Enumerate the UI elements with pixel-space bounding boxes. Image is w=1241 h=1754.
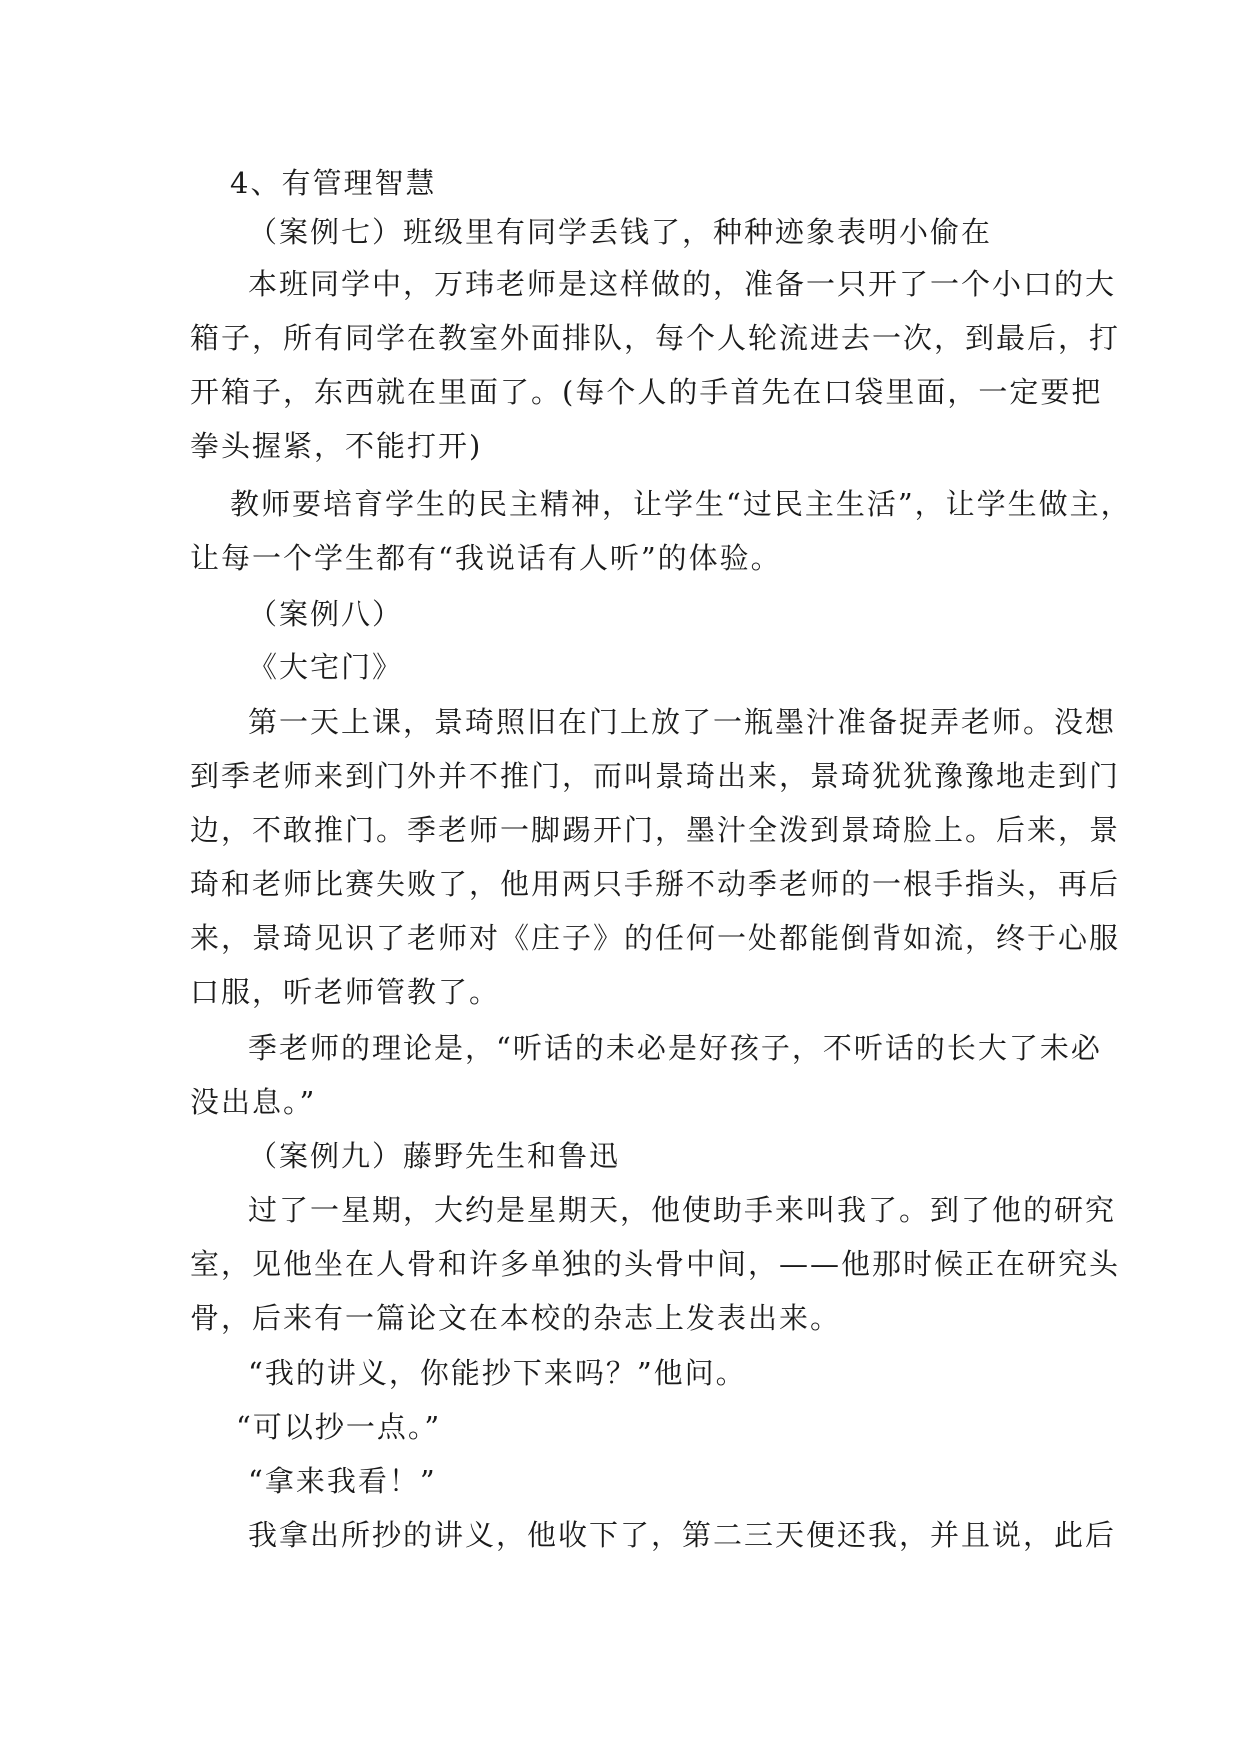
paragraph-line: 我拿出所抄的讲义，他收下了，第二三天便还我，并且说，此后 <box>248 1518 1117 1552</box>
dialogue-line: “我的讲义，你能抄下来吗？”他问。 <box>248 1356 747 1390</box>
case-eight-title: （案例八） <box>248 597 404 631</box>
paragraph-line: 没出息。” <box>190 1085 317 1119</box>
paragraph-line: 箱子，所有同学在教室外面排队，每个人轮流进去一次，到最后，打 <box>190 321 1121 355</box>
paragraph-line: 口服，听老师管教了。 <box>190 975 501 1009</box>
paragraph-line: 边，不敢推门。季老师一脚踢开门，墨汁全泼到景琦脸上。后来，景 <box>190 813 1121 847</box>
paragraph-line: 来，景琦见识了老师对《庄子》的任何一处都能倒背如流，终于心服 <box>190 921 1121 955</box>
paragraph-line: 开箱子，东西就在里面了。(每个人的手首先在口袋里面，一定要把 <box>190 375 1103 409</box>
case-seven-title: （案例七）班级里有同学丢钱了，种种迹象表明小偷在 <box>248 215 993 249</box>
paragraph-line: 让每一个学生都有“我说话有人听”的体验。 <box>190 541 782 575</box>
paragraph-line: 第一天上课，景琦照旧在门上放了一瓶墨汁准备捉弄老师。没想 <box>248 705 1117 739</box>
paragraph-line: 琦和老师比赛失败了，他用两只手掰不动季老师的一根手指头，再后 <box>190 867 1121 901</box>
book-title: 《大宅门》 <box>248 650 404 684</box>
paragraph-line: 室，见他坐在人骨和许多单独的头骨中间，——他那时候正在研究头 <box>190 1247 1121 1281</box>
paragraph-line: 季老师的理论是，“听话的未必是好孩子，不听话的长大了未必 <box>248 1031 1102 1065</box>
paragraph-line: 教师要培育学生的民主精神，让学生“过民主生活”，让学生做主， <box>230 487 1132 521</box>
paragraph-line: 到季老师来到门外并不推门，而叫景琦出来，景琦犹犹豫豫地走到门 <box>190 759 1121 793</box>
dialogue-line: “拿来我看！” <box>248 1464 437 1498</box>
paragraph-line: 过了一星期，大约是星期天，他使助手来叫我了。到了他的研究 <box>248 1193 1117 1227</box>
section-heading: 4、有管理智慧 <box>230 166 437 200</box>
paragraph-line: 骨，后来有一篇论文在本校的杂志上发表出来。 <box>190 1301 842 1335</box>
dialogue-line: “可以抄一点。” <box>236 1410 442 1444</box>
case-nine-title: （案例九）藤野先生和鲁迅 <box>248 1139 621 1173</box>
paragraph-line: 拳头握紧，不能打开) <box>190 429 483 463</box>
paragraph-line: 本班同学中，万玮老师是这样做的，准备一只开了一个小口的大 <box>248 267 1117 301</box>
